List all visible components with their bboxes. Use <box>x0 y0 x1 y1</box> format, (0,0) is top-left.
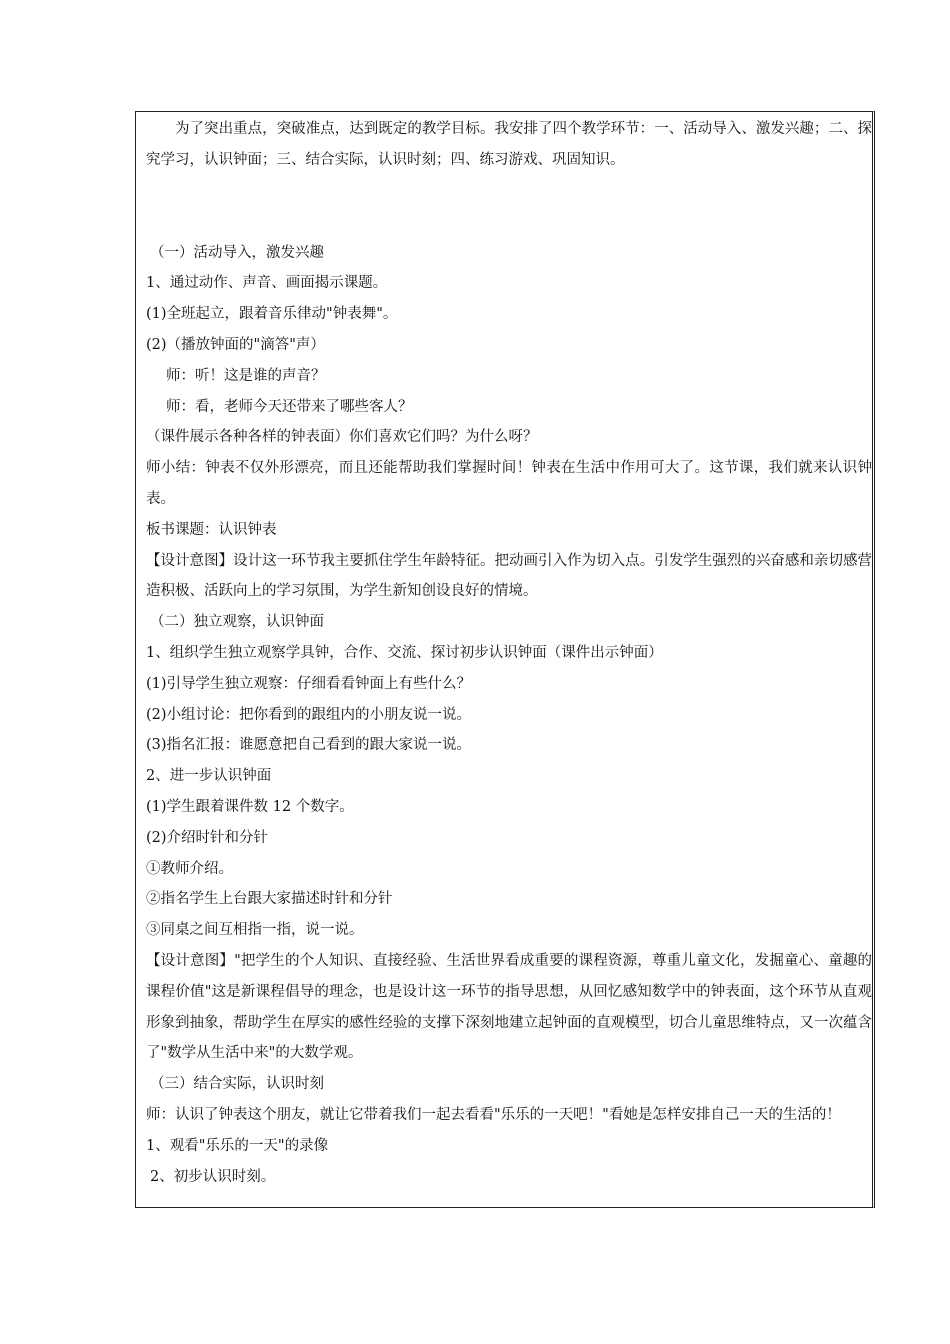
text-line: (2)（播放钟面的"滴答"声） <box>146 336 325 353</box>
text-line: 1、观看"乐乐的一天"的录像 <box>146 1137 329 1154</box>
section-heading-1: （一）活动导入，激发兴趣 <box>150 244 324 261</box>
section-heading-3: （三）结合实际，认识时刻 <box>150 1076 324 1093</box>
text-line: ③同桌之间互相指一指，说一说。 <box>146 922 364 939</box>
text-line: 1、组织学生独立观察学具钟，合作、交流、探讨初步认识钟面（课件出示钟面） <box>146 644 663 661</box>
document-content <box>146 114 872 1192</box>
text-line: (2)小组讨论：把你看到的跟组内的小朋友说一说。 <box>146 706 472 723</box>
summary-paragraph: 师小结：钟表不仅外形漂亮，而且还能帮助我们掌握时间！钟表在生活中作用可大了。这节课，我们就来认识钟表。 <box>146 460 872 507</box>
teacher-paragraph: 师：认识了钟表这个朋友，就让它带着我们一起去看看"乐乐的一天吧！"看她是怎样安排自己一天的生活的！ <box>146 1106 841 1123</box>
teacher-line: 师：听！这是谁的声音？ <box>166 367 326 384</box>
text-line: （课件展示各种各样的钟表面）你们喜欢它们吗？为什么呀？ <box>146 429 538 446</box>
intro-paragraph: 为了突出重点，突破准点，达到既定的教学目标。我安排了四个教学环节：一、活动导入、激发兴趣；二、探究学习，认识钟面；三、结合实际，认识时刻；四、练习游戏、巩固知识。 <box>146 121 872 168</box>
text-line: 2、初步认识时刻。 <box>150 1168 276 1185</box>
text-line: 1、通过动作、声音、画面揭示课题。 <box>146 275 388 292</box>
text-line: ①教师介绍。 <box>146 860 233 877</box>
text-line: (3)指名汇报：谁愿意把自己看到的跟大家说一说。 <box>146 737 472 754</box>
text-line: (1)全班起立，跟着音乐律动"钟表舞"。 <box>146 306 398 323</box>
text-line: ②指名学生上台跟大家描述时针和分针 <box>146 891 393 908</box>
text-line: (1)引导学生独立观察：仔细看看钟面上有些什么？ <box>146 675 472 692</box>
section-heading-2: （二）独立观察，认识钟面 <box>150 614 324 631</box>
teacher-line: 师：看，老师今天还带来了哪些客人？ <box>166 398 413 415</box>
design-intent-paragraph: 【设计意图】"把学生的个人知识、直接经验、生活世界看成重要的课程资源，尊重儿童文化，发掘童心、童趣的课程价值"这是新课程倡导的理念，也是设计这一环节的指导思想，从回忆感知数学中的钟表面，这个环节从直观形象到抽象，帮助学生在厚实的感性经验的支撑下深刻地建立起钟面的直观模型，切合儿童思维特点，又一次蕴含了"数学从生活中来"的大数学观。 <box>146 952 872 1062</box>
text-line: 2、进一步认识钟面 <box>146 768 272 785</box>
design-intent-paragraph: 【设计意图】设计这一环节我主要抓住学生年龄特征。把动画引入作为切入点。引发学生强烈的兴奋感和亲切感营造积极、活跃向上的学习氛围，为学生新知创设良好的情境。 <box>146 552 872 600</box>
text-line: (2)介绍时针和分针 <box>146 829 269 846</box>
paragraph-gap <box>146 176 872 238</box>
text-line: (1)学生跟着课件数 12 个数字。 <box>146 798 354 815</box>
text-line: 板书课题：认识钟表 <box>146 521 277 538</box>
